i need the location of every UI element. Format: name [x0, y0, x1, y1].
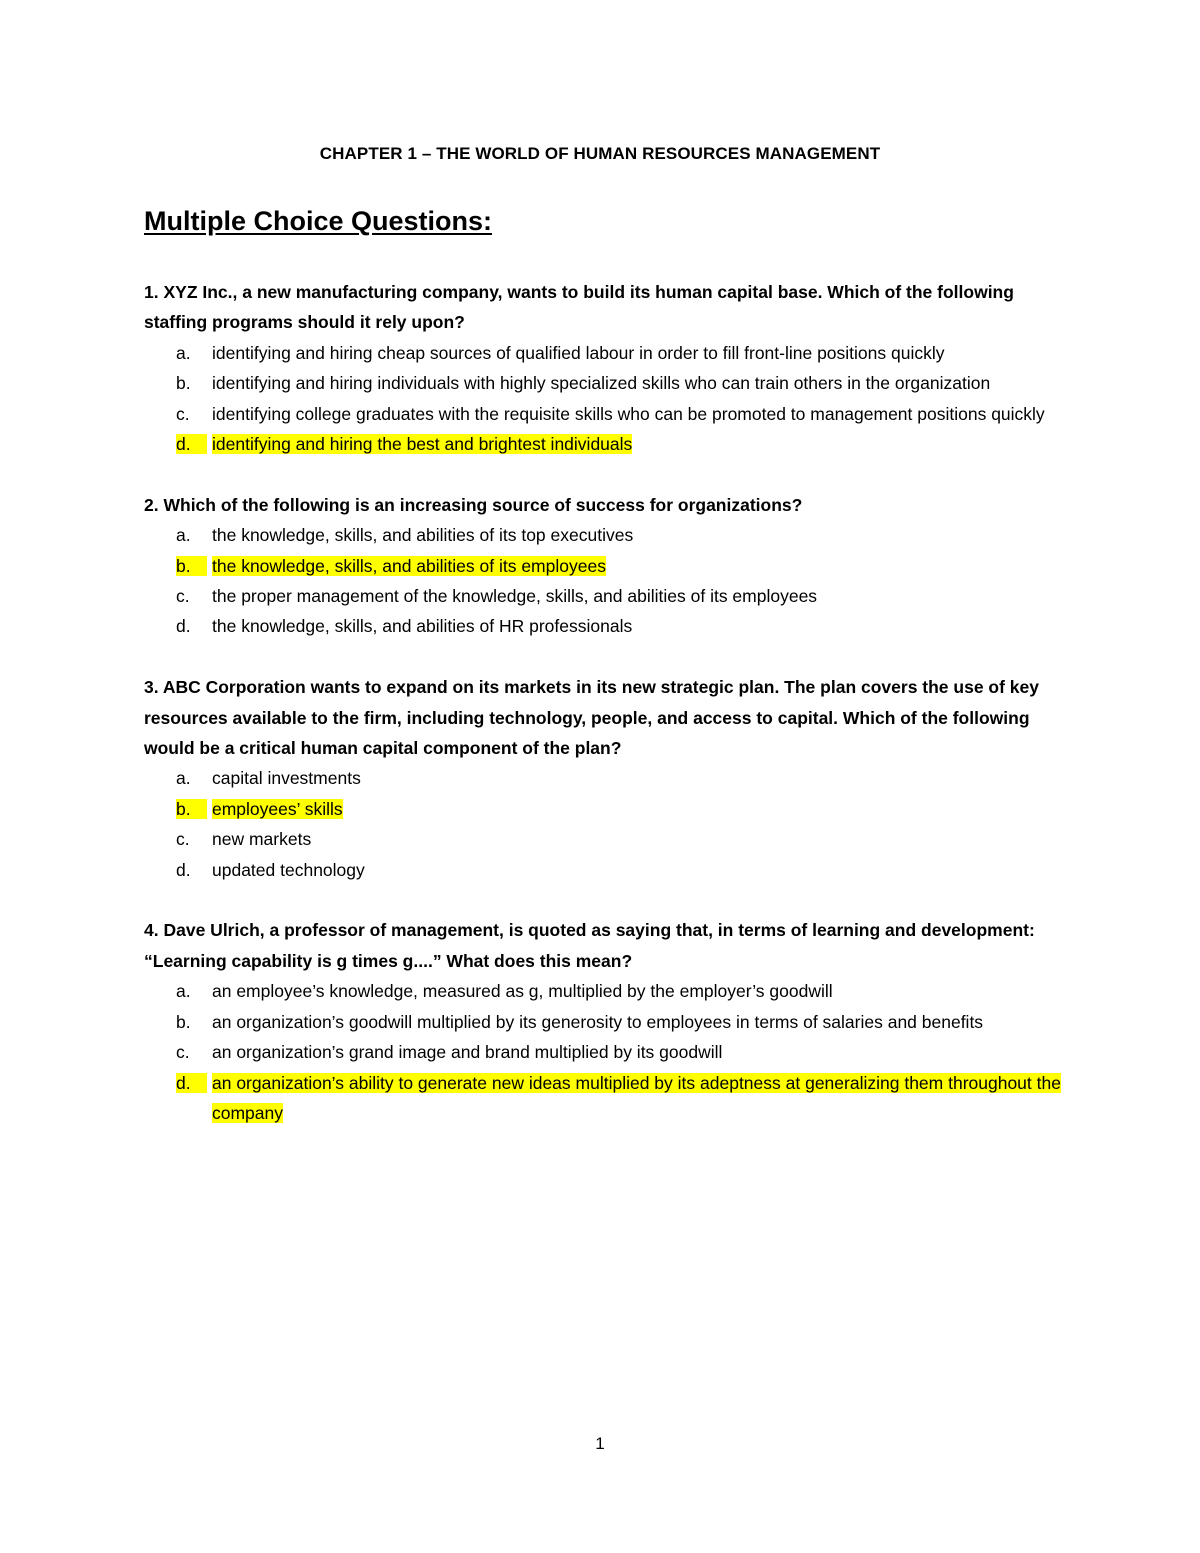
- option-letter: d.: [176, 859, 191, 880]
- option-letter: a.: [176, 981, 191, 1002]
- question-text: [144, 277, 1064, 338]
- question-body: XYZ Inc., a new manufacturing company, wants to build its human capital base. Which of the following staffing programs should it rely upon?: [144, 282, 1014, 333]
- option-list: [144, 338, 1064, 460]
- option-item: [144, 1068, 1064, 1129]
- option-text: an organization’s goodwill multiplied by its generosity to employees in terms of salaries and benefits: [212, 1011, 984, 1032]
- option-letter: c.: [176, 586, 190, 607]
- question-body: ABC Corporation wants to expand on its markets in its new strategic plan. The plan covers the use of key resources available to the firm, including technology, people, and access to capital. Which of the following would be a critical human capital component of the plan?: [144, 677, 1039, 759]
- option-letter: d.: [176, 434, 207, 454]
- question-text: [144, 915, 1064, 976]
- option-text: identifying and hiring the best and brightest individuals: [212, 434, 633, 455]
- option-text: the knowledge, skills, and abilities of its employees: [212, 555, 606, 576]
- option-text: identifying college graduates with the requisite skills who can be promoted to management positions quickly: [212, 403, 1045, 424]
- option-letter: c.: [176, 829, 190, 850]
- option-item: [144, 338, 1064, 368]
- option-letter: a.: [176, 342, 191, 363]
- option-item: [144, 794, 1064, 824]
- question-body: Which of the following is an increasing source of success for organizations?: [163, 494, 803, 515]
- option-text: identifying and hiring individuals with highly specialized skills who can train others in the organization: [212, 373, 991, 394]
- option-text: the proper management of the knowledge, skills, and abilities of its employees: [212, 586, 818, 607]
- question-text: [144, 490, 1064, 520]
- option-item: [144, 581, 1064, 611]
- option-text: new markets: [212, 829, 312, 850]
- option-text: the knowledge, skills, and abilities of HR professionals: [212, 616, 633, 637]
- option-text: capital investments: [212, 768, 361, 789]
- question-text: [144, 672, 1064, 763]
- option-letter: a.: [176, 768, 191, 789]
- option-letter: a.: [176, 525, 191, 546]
- question-body: Dave Ulrich, a professor of management, is quoted as saying that, in terms of learning and development: “Learning capability is g times g....” What does this mean?: [144, 920, 1035, 971]
- option-item: [144, 611, 1064, 641]
- option-list: [144, 976, 1064, 1128]
- option-letter: c.: [176, 403, 190, 424]
- question-2: [144, 490, 1064, 642]
- option-letter: d.: [176, 616, 191, 637]
- question-number: 4.: [144, 920, 159, 941]
- option-list: [144, 763, 1064, 885]
- question-3: [144, 672, 1064, 885]
- option-letter: d.: [176, 1073, 207, 1093]
- question-number: 3.: [144, 677, 159, 698]
- option-item: [144, 976, 1064, 1006]
- question-1: [144, 277, 1064, 459]
- option-item: [144, 1037, 1064, 1067]
- option-text: an employee’s knowledge, measured as g, multiplied by the employer’s goodwill: [212, 981, 833, 1002]
- option-text: the knowledge, skills, and abilities of its top executives: [212, 525, 634, 546]
- question-4: [144, 915, 1064, 1128]
- option-text: employees’ skills: [212, 798, 343, 819]
- option-item: [144, 368, 1064, 398]
- section-heading: Multiple Choice Questions:: [144, 206, 493, 236]
- question-number: 2.: [144, 494, 159, 515]
- option-item: [144, 551, 1064, 581]
- option-item: [144, 1007, 1064, 1037]
- option-item: [144, 824, 1064, 854]
- chapter-title: CHAPTER 1 – THE WORLD OF HUMAN RESOURCES MANAGEMENT: [319, 144, 881, 163]
- option-item: [144, 399, 1064, 429]
- question-list: [144, 277, 1064, 1159]
- option-letter: b.: [176, 1011, 191, 1032]
- option-letter: b.: [176, 373, 191, 394]
- question-number: 1.: [144, 282, 159, 302]
- page-number: 1: [595, 1434, 605, 1453]
- option-text: updated technology: [212, 859, 365, 880]
- option-item: [144, 855, 1064, 885]
- option-text: identifying and hiring cheap sources of qualified labour in order to fill front-line positions quickly: [212, 342, 945, 363]
- option-item: [144, 429, 1064, 459]
- option-list: [144, 520, 1064, 642]
- option-letter: c.: [176, 1042, 190, 1063]
- option-item: [144, 763, 1064, 793]
- option-item: [144, 520, 1064, 550]
- option-text: an organization’s ability to generate new ideas multiplied by its adeptness at generalizing them throughout the company: [212, 1072, 1061, 1123]
- option-text: an organization’s grand image and brand multiplied by its goodwill: [212, 1042, 723, 1063]
- option-letter: b.: [176, 799, 207, 819]
- option-letter: b.: [176, 556, 207, 576]
